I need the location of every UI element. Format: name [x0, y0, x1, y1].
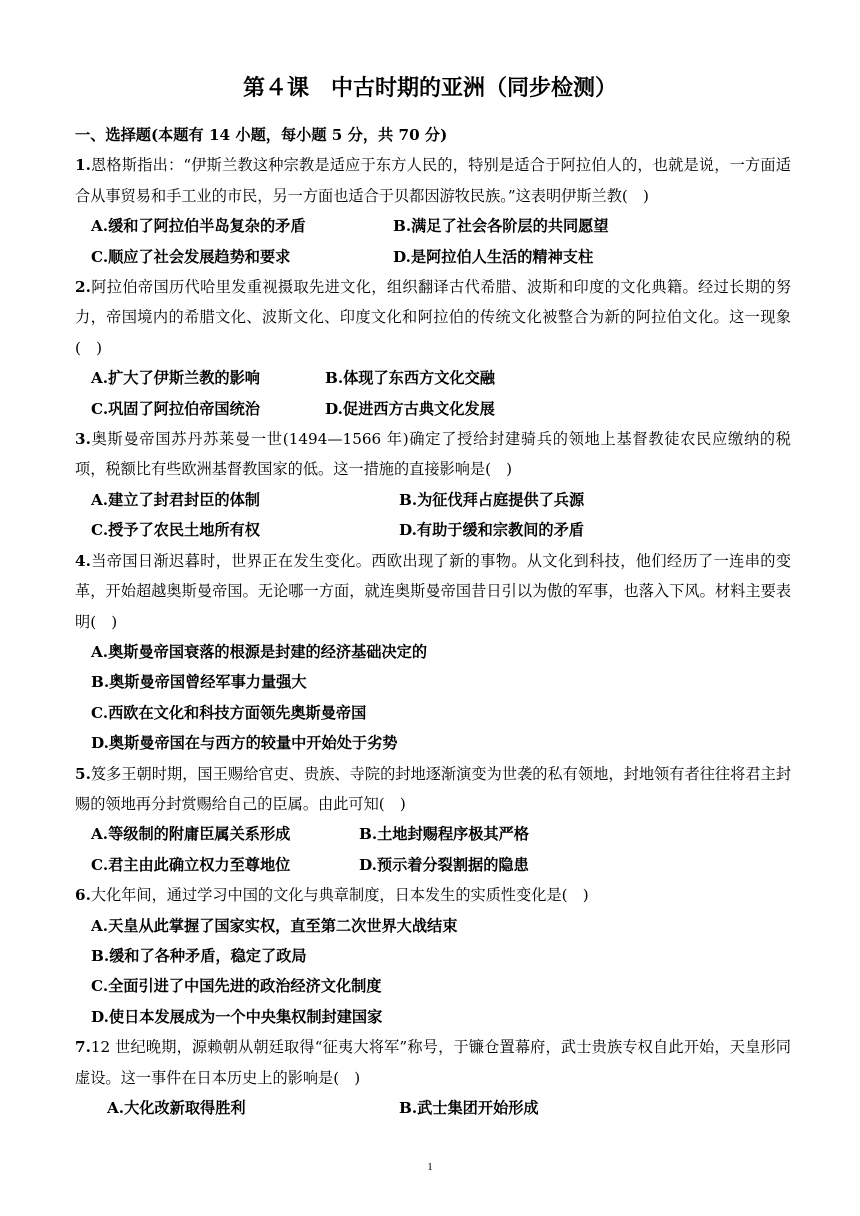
option-b[interactable]: B.缓和了各种矛盾，稳定了政局	[91, 946, 307, 965]
option-row	[75, 363, 791, 393]
section-heading: 一、选择题(本题有 14 小题，每小题 5 分，共 70 分)	[75, 126, 448, 144]
option-d[interactable]: D.预示着分裂割据的隐患	[359, 855, 529, 874]
question-stem	[75, 546, 791, 637]
option-b[interactable]: B.为征伐拜占庭提供了兵源	[399, 490, 585, 509]
question-5	[75, 759, 791, 881]
question-1	[75, 150, 791, 272]
question-stem	[75, 759, 791, 820]
option-row	[75, 850, 791, 880]
option-d[interactable]: D.有助于缓和宗教间的矛盾	[399, 521, 584, 540]
option-a[interactable]: A.奥斯曼帝国衰落的根源是封建的经济基础决定的	[91, 642, 428, 661]
page-title: 第４课 中古时期的亚洲（同步检测）	[242, 76, 617, 101]
option-c[interactable]: C.西欧在文化和科技方面领先奥斯曼帝国	[91, 703, 367, 722]
question-4	[75, 546, 791, 759]
question-text: 当帝国日渐迟暮时，世界正在发生变化。西欧出现了新的事物。从文化到科技，他们经历了一连串的变革，开始超越奥斯曼帝国。无论哪一方面，就连奥斯曼帝国昔日引以为傲的军事，也落入下风。材料主要表明( )	[75, 551, 791, 631]
question-text: 恩格斯指出：“伊斯兰教这种宗教是适应于东方人民的，特别是适合于阿拉伯人的，也就是说，一方面适合从事贸易和手工业的市民，另一方面也适合于贝都因游牧民族。”这表明伊斯兰教( )	[75, 156, 791, 205]
option-a[interactable]: A.天皇从此掌握了国家实权，直至第二次世界大战结束	[91, 916, 458, 935]
question-text: 阿拉伯帝国历代哈里发重视摄取先进文化，组织翻译古代希腊、波斯和印度的文化典籍。经过长期的努力，帝国境内的希腊文化、波斯文化、印度文化和阿拉伯的传统文化被整合为新的阿拉伯文化。这一现象( )	[75, 278, 791, 357]
option-c[interactable]: C.全面引进了中国先进的政治经济文化制度	[91, 977, 382, 996]
option-row	[75, 819, 791, 849]
option-b[interactable]: B.满足了社会各阶层的共同愿望	[393, 217, 609, 236]
option-c[interactable]: C.君主由此确立权力至尊地位	[91, 855, 291, 874]
option-c[interactable]: C.授予了农民土地所有权	[91, 521, 260, 540]
question-number: 1.	[75, 156, 91, 175]
option-d[interactable]: D.促进西方古典文化发展	[325, 399, 495, 418]
option-b[interactable]: B.武士集团开始形成	[399, 1099, 539, 1117]
question-stem	[75, 424, 791, 485]
question-stem	[75, 1032, 791, 1093]
option-a[interactable]: A.缓和了阿拉伯半岛复杂的矛盾	[91, 217, 306, 236]
option-c[interactable]: C.巩固了阿拉伯帝国统治	[91, 399, 260, 418]
question-text: 奥斯曼帝国苏丹苏莱曼一世(1494—1566 年)确定了授给封建骑兵的领地上基督教徒农民应缴纳的税项，税额比有些欧洲基督教国家的低。这一措施的直接影响是( )	[75, 430, 791, 479]
page-number: 1	[427, 1161, 433, 1173]
question-stem	[75, 150, 791, 211]
question-6	[75, 880, 791, 1032]
question-number: 6.	[75, 886, 91, 905]
option-a[interactable]: A.等级制的附庸臣属关系形成	[91, 825, 291, 844]
question-text: 12 世纪晚期，源赖朝从朝廷取得“征夷大将军”称号，于镰仓置幕府，武士贵族专权自此开始，天皇形同虚设。这一事件在日本历史上的影响是( )	[75, 1038, 791, 1087]
option-row	[75, 515, 791, 545]
option-row	[75, 394, 791, 424]
question-number: 4.	[75, 551, 91, 570]
question-7	[75, 1032, 791, 1123]
question-number: 7.	[75, 1038, 91, 1057]
option-a[interactable]: A.扩大了伊斯兰教的影响	[91, 369, 260, 388]
question-number: 3.	[75, 430, 91, 449]
question-list	[75, 120, 791, 1123]
option-c[interactable]: C.顺应了社会发展趋势和要求	[91, 247, 291, 266]
question-text: 笈多王朝时期，国王赐给官吏、贵族、寺院的封地逐渐演变为世袭的私有领地，封地领有者往往将君主封赐的领地再分封赏赐给自己的臣属。由此可知( )	[75, 764, 791, 813]
option-row	[75, 242, 791, 272]
question-number: 5.	[75, 764, 91, 783]
option-b[interactable]: B.奥斯曼帝国曾经军事力量强大	[91, 673, 307, 692]
question-number: 2.	[75, 278, 91, 297]
question-stem	[75, 880, 791, 910]
question-2	[75, 272, 791, 424]
option-d[interactable]: D.使日本发展成为一个中央集权制封建国家	[91, 1007, 383, 1026]
option-b[interactable]: B.土地封赐程序极其严格	[359, 825, 529, 844]
question-text: 大化年间，通过学习中国的文化与典章制度，日本发生的实质性变化是( )	[90, 886, 589, 905]
option-d[interactable]: D.是阿拉伯人生活的精神支柱	[393, 247, 594, 266]
question-stem	[75, 272, 791, 363]
option-row	[75, 211, 791, 241]
option-row	[75, 1093, 791, 1123]
option-row	[75, 485, 791, 515]
option-a[interactable]: A.建立了封君封臣的体制	[91, 490, 260, 509]
option-a[interactable]: A.大化改新取得胜利	[107, 1099, 246, 1117]
option-b[interactable]: B.体现了东西方文化交融	[325, 369, 495, 388]
question-3	[75, 424, 791, 546]
option-d[interactable]: D.奥斯曼帝国在与西方的较量中开始处于劣势	[91, 734, 398, 753]
